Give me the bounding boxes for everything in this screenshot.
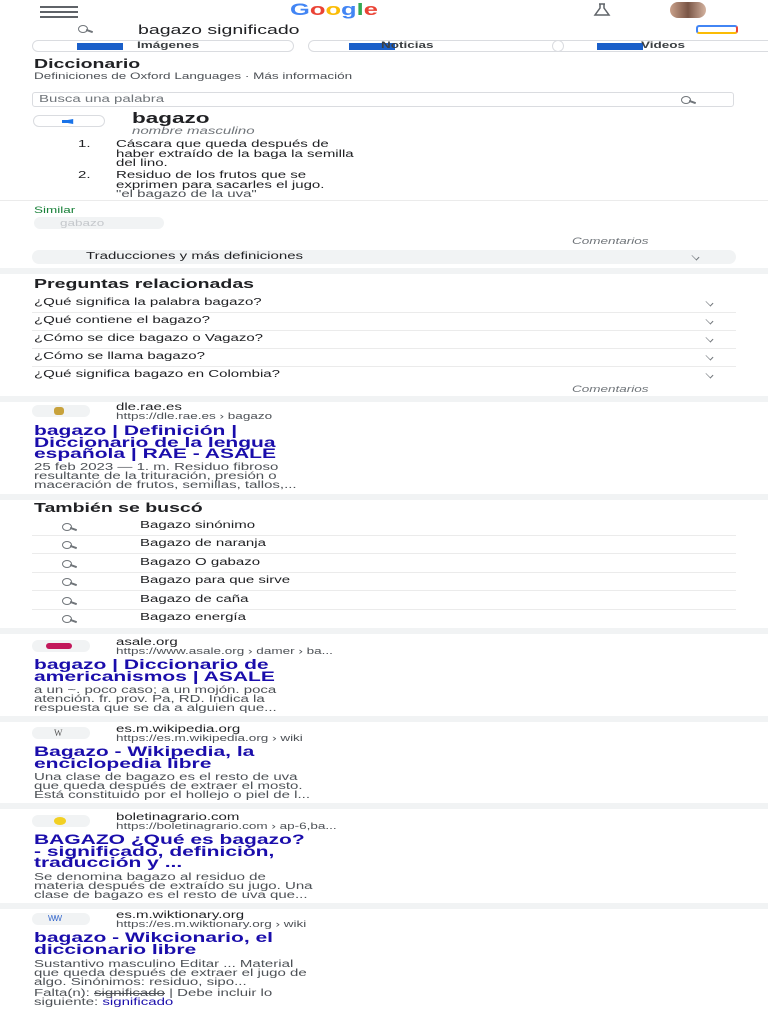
similar-label: Similar <box>34 205 76 215</box>
part-of-speech: nombre masculino <box>132 126 255 137</box>
logo-letter: g <box>341 0 357 19</box>
logo-letter: o <box>325 0 342 19</box>
asale-logo-icon <box>46 643 72 649</box>
word-search-placeholder: Busca una palabra <box>39 94 165 105</box>
related-question[interactable]: ¿Qué significa la palabra bagazo? <box>34 297 262 308</box>
search-icon[interactable] <box>681 96 695 104</box>
logo-letter: l <box>356 0 364 19</box>
search-icon <box>62 597 76 605</box>
result-favicon <box>32 405 90 417</box>
missing-word: significado <box>94 988 165 999</box>
chevron-down-icon[interactable] <box>700 301 720 309</box>
search-icon <box>62 560 76 568</box>
more-definitions-label: Traducciones y más definiciones <box>86 251 304 262</box>
search-icon <box>62 615 76 623</box>
related-search[interactable]: Bagazo para que sirve <box>140 575 291 586</box>
chevron-down-icon[interactable] <box>700 337 720 345</box>
dictionary-word: bagazo <box>132 110 210 127</box>
chevron-down-icon[interactable] <box>700 373 720 381</box>
google-lens-icon[interactable] <box>696 25 738 34</box>
result-site[interactable]: asale.org <box>116 637 178 648</box>
divider <box>0 200 768 201</box>
chip-label: Noticias <box>381 40 434 50</box>
comments-link[interactable]: Comentarios <box>572 236 649 246</box>
divider <box>32 312 736 313</box>
definition-2-text: Residuo de los frutos que se exprimen para sacarles el jugo. "el bagazo de la uva" <box>116 170 325 200</box>
filter-chips <box>32 40 768 52</box>
related-search[interactable]: Bagazo O gabazo <box>140 557 261 568</box>
result-site[interactable]: dle.rae.es <box>116 402 182 413</box>
search-bar[interactable] <box>32 21 737 39</box>
missing-line2: siguiente: <box>34 997 99 1009</box>
also-searched-heading: También se buscó <box>34 500 203 515</box>
chevron-down-icon[interactable] <box>700 355 720 363</box>
chip-videos[interactable] <box>552 40 768 52</box>
search-icon <box>62 541 76 549</box>
divider <box>32 330 736 331</box>
definition-2: 2. <box>78 170 91 181</box>
result-snippet: Se denomina bagazo al residuo de materia después de extraído su jugo. Una clase de bagazo es el resto de uva que... <box>34 872 313 902</box>
chip-imagenes[interactable] <box>32 40 294 52</box>
top-bar <box>0 0 768 22</box>
definition-1: 1. <box>78 139 91 150</box>
wikipedia-logo-icon: W <box>54 728 63 738</box>
chip-label: Imágenes <box>137 40 200 50</box>
result-site[interactable]: es.m.wiktionary.org <box>116 910 245 921</box>
dictionary-heading: Diccionario <box>34 56 141 71</box>
similar-chip-gabazo[interactable]: gabazo <box>34 217 164 229</box>
result-url[interactable]: https://www.asale.org › damer › ba... <box>116 646 333 656</box>
result-title[interactable]: Bagazo - Wikipedia, la enciclopedia libre <box>34 743 255 771</box>
google-logo[interactable] <box>290 0 378 20</box>
related-search[interactable]: Bagazo de caña <box>140 594 249 605</box>
divider <box>32 572 736 573</box>
result-title[interactable]: bagazo | Definición | Diccionario de la lengua española | RAE - ASALE <box>34 422 276 461</box>
related-question[interactable]: ¿Cómo se dice bagazo o Vagazo? <box>34 333 264 344</box>
divider <box>32 535 736 536</box>
missing-rest: | Debe incluir lo <box>169 988 273 999</box>
section-separator <box>0 903 768 909</box>
logo-letter: o <box>309 0 326 19</box>
result-url[interactable]: https://es.m.wiktionary.org › wiki <box>116 919 307 929</box>
related-questions-heading: Preguntas relacionadas <box>34 276 255 291</box>
must-include-link[interactable]: significado <box>102 997 174 1009</box>
result-url[interactable]: https://es.m.wikipedia.org › wiki <box>116 733 303 743</box>
chevron-down-icon <box>686 255 706 263</box>
divider <box>32 348 736 349</box>
result-url[interactable]: https://boletinagrario.com › ap-6,ba... <box>116 821 337 831</box>
speaker-icon <box>62 119 78 124</box>
boletinagrario-logo-icon <box>54 817 66 825</box>
wiktionary-logo-icon: WW <box>48 914 62 923</box>
result-favicon <box>32 815 90 827</box>
menu-icon[interactable] <box>40 6 78 16</box>
labs-flask-icon[interactable] <box>592 3 612 17</box>
logo-letter: e <box>363 0 378 19</box>
result-site[interactable]: boletinagrario.com <box>116 812 240 823</box>
result-title[interactable]: BAGAZO ¿Qué es bagazo? - significado, definición, traducción y ... <box>34 831 305 870</box>
result-title[interactable]: bagazo | Diccionario de americanismos | ASALE <box>34 656 275 684</box>
result-favicon <box>32 727 90 739</box>
result-favicon <box>32 640 90 652</box>
definition-1-text: Cáscara que queda después de haber extraído de la baga la semilla del lino. <box>116 139 354 169</box>
search-icon <box>62 578 76 586</box>
result-favicon <box>32 913 90 925</box>
related-question[interactable]: ¿Cómo se llama bagazo? <box>34 351 205 362</box>
divider <box>32 553 736 554</box>
related-search[interactable]: Bagazo de naranja <box>140 538 266 549</box>
missing-label: Falta(n): <box>34 988 90 999</box>
result-snippet: 25 feb 2023 — 1. m. Residuo fibroso resultante de la trituración, presión o maceración de frutos, semillas, tallos,... <box>34 462 297 492</box>
section-separator <box>0 628 768 634</box>
result-snippet: Una clase de bagazo es el resto de uva que queda después de extraer el mosto. Está constituido por el hollejo o piel de l... <box>34 772 310 802</box>
avatar[interactable] <box>670 2 706 18</box>
rae-logo-icon <box>54 407 64 415</box>
divider <box>32 590 736 591</box>
search-icon[interactable] <box>78 25 92 33</box>
result-title[interactable]: bagazo - Wikcionario, el diccionario libre <box>34 929 274 957</box>
logo-letter: G <box>290 0 310 19</box>
more-definitions-button[interactable] <box>32 250 736 264</box>
comments-link[interactable]: Comentarios <box>572 384 649 394</box>
divider <box>32 609 736 610</box>
related-search[interactable]: Bagazo sinónimo <box>140 520 256 531</box>
related-search[interactable]: Bagazo energía <box>140 612 246 623</box>
result-site[interactable]: es.m.wikipedia.org <box>116 724 241 735</box>
related-question[interactable]: ¿Qué significa bagazo en Colombia? <box>34 369 280 380</box>
dictionary-source[interactable]: Definiciones de Oxford Languages · Más información <box>34 71 353 81</box>
videos-icon <box>597 43 643 50</box>
chip-noticias[interactable] <box>308 40 564 52</box>
images-icon <box>77 43 123 50</box>
related-question[interactable]: ¿Qué contiene el bagazo? <box>34 315 210 326</box>
search-input[interactable]: bagazo significado <box>138 22 300 37</box>
divider <box>32 366 736 367</box>
section-separator <box>0 716 768 722</box>
search-icon <box>62 523 76 531</box>
missing-terms <box>34 988 273 1009</box>
chevron-down-icon[interactable] <box>700 319 720 327</box>
result-url[interactable]: https://dle.rae.es › bagazo <box>116 411 273 421</box>
result-snippet: a un ~. poco caso; a un mojón. poca atención. fr. prov. Pa, RD. Indica la respuesta que se da a alguien que... <box>34 685 277 715</box>
word-search-field[interactable] <box>32 92 734 107</box>
section-separator <box>0 803 768 809</box>
section-separator <box>0 268 768 274</box>
result-snippet: Sustantivo masculino Editar ... Material que queda después de extraer el jugo de algo. Sinónimos: residuo, sipo... <box>34 959 307 989</box>
chip-label: Videos <box>641 40 686 50</box>
pronunciation-button[interactable] <box>33 115 105 127</box>
